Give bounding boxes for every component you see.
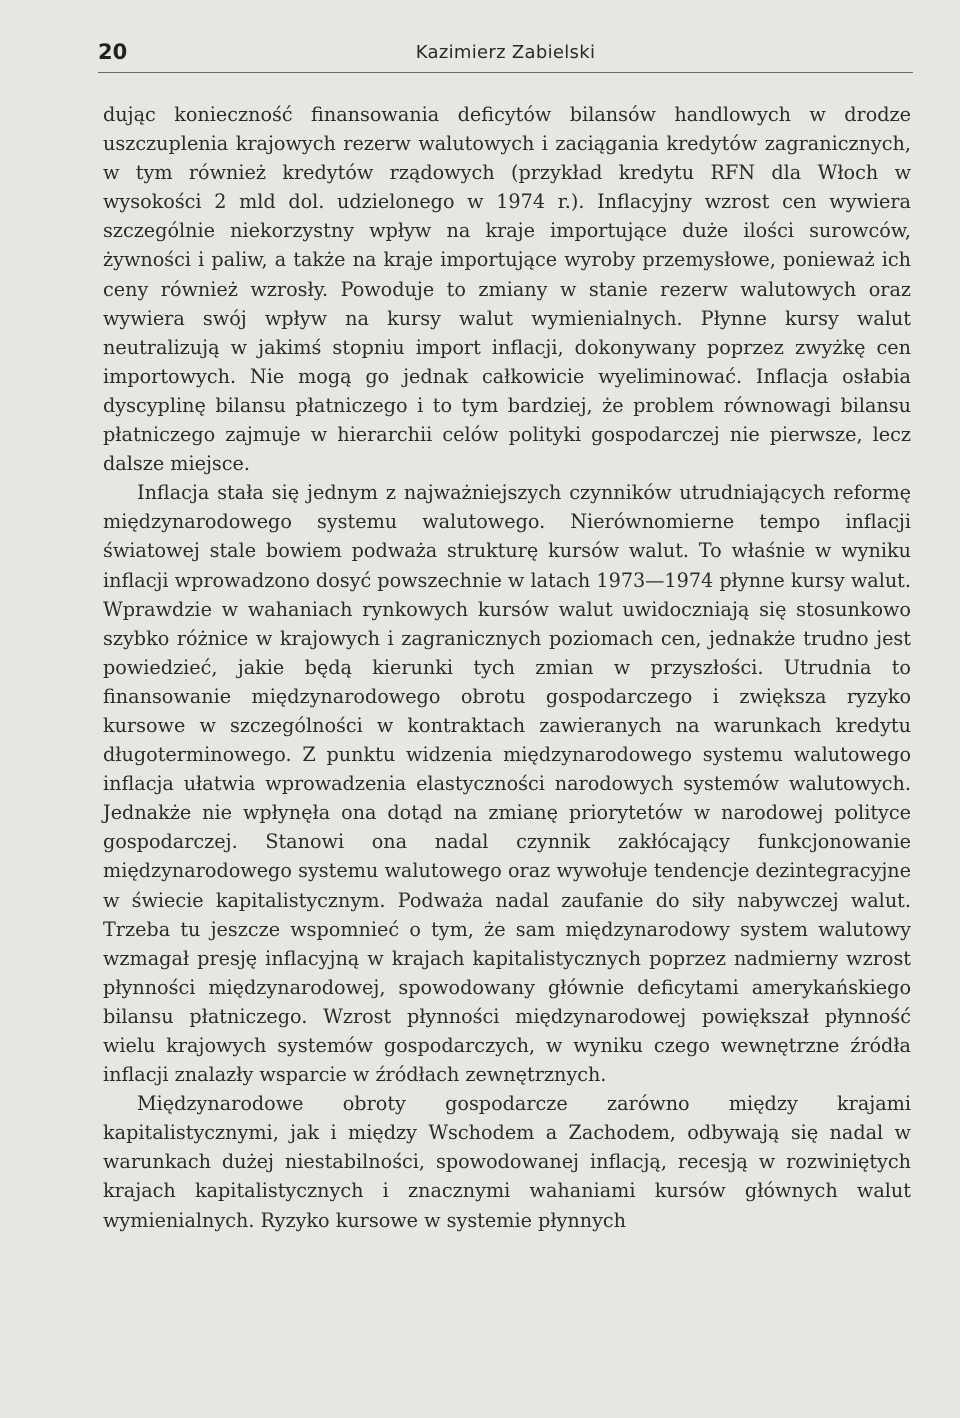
paragraph: dując konieczność finansowania deficytów bilansów handlowych w drodze uszczuplenia krajowych rezerw walutowych i zaciągania kredytów zagranicznych, w tym również kredytów rządowych (przykład kredytu RFN dla Włoch w wysokości 2 mld dol. udzielonego w 1974 r.). Inflacyjny wzrost cen wywiera szczególnie niekorzystny wpływ na kraje importujące duże ilości surowców, żywności i paliw, a także na kraje importujące wyroby przemysłowe, ponieważ ich ceny również wzrosły. Powoduje to zmiany w stanie rezerw walutowych oraz wywiera swój wpływ na kursy walut wymienialnych. Płynne kursy walut neutralizują w jakimś stopniu import inflacji, dokonywany poprzez zwyżkę cen importowych. Nie mogą go jednak całkowicie wyeliminować. Inflacja osłabia dyscyplinę bilansu płatniczego i to tym bardziej, że problem równowagi bilansu płatniczego zajmuje w hierarchii celów polityki gospodarczej nie pierwsze, lecz dalsze miejsce. [103, 103, 911, 476]
running-head: Kazimierz Zabielski [415, 42, 596, 63]
page-header [98, 40, 913, 72]
body-text [103, 100, 911, 1235]
header-rule [98, 72, 913, 73]
page-number: 20 [98, 40, 128, 64]
paragraph: Międzynarodowe obroty gospodarcze zarówno między krajami kapitalistycznymi, jak i między Wschodem a Zachodem, odbywają się nadal w warunkach dużej niestabilności, spowodowanej inflacją, recesją w rozwiniętych krajach kapitalistycznych i znacznymi wahaniami kursów głównych walut wymienialnych. Ryzyko kursowe w systemie płynnych [103, 1092, 911, 1232]
paragraph: Inflacja stała się jednym z najważniejszych czynników utrudniających reformę międzynarodowego systemu walutowego. Nierównomierne tempo inflacji światowej stale bowiem podważa strukturę kursów walut. To właśnie w wyniku inflacji wprowadzono dosyć powszechnie w latach 1973—1974 płynne kursy walut. Wprawdzie w wahaniach rynkowych kursów walut uwidoczniają się stosunkowo szybko różnice w krajowych i zagranicznych poziomach cen, jednakże trudno jest powiedzieć, jakie będą kierunki tych zmian w przyszłości. Utrudnia to finansowanie międzynarodowego obrotu gospodarczego i zwiększa ryzyko kursowe w szczególności w kontraktach zawieranych na warunkach kredytu długoterminowego. Z punktu widzenia międzynarodowego systemu walutowego inflacja ułatwia wprowadzenia elastyczności narodowych systemów walutowych. Jednakże nie wpłynęła ona dotąd na zmianę priorytetów w narodowej polityce gospodarczej. Stanowi ona nadal czynnik zakłócający funkcjonowanie międzynarodowego systemu walutowego oraz wywołuje tendencje dezintegracyjne w świecie kapitalistycznym. Podważa nadal zaufanie do siły nabywczej walut. Trzeba tu jeszcze wspomnieć o tym, że sam międzynarodowy system walutowy wzmagał presję inflacyjną w krajach kapitalistycznych poprzez nadmierny wzrost płynności międzynarodowej, spowodowany głównie deficytami amerykańskiego bilansu płatniczego. Wzrost płynności międzynarodowej powiększał płynność wielu krajowych systemów gospodarczych, w wyniku czego wewnętrzne źródła inflacji znalazły wsparcie w źródłach zewnętrznych. [103, 481, 911, 1087]
